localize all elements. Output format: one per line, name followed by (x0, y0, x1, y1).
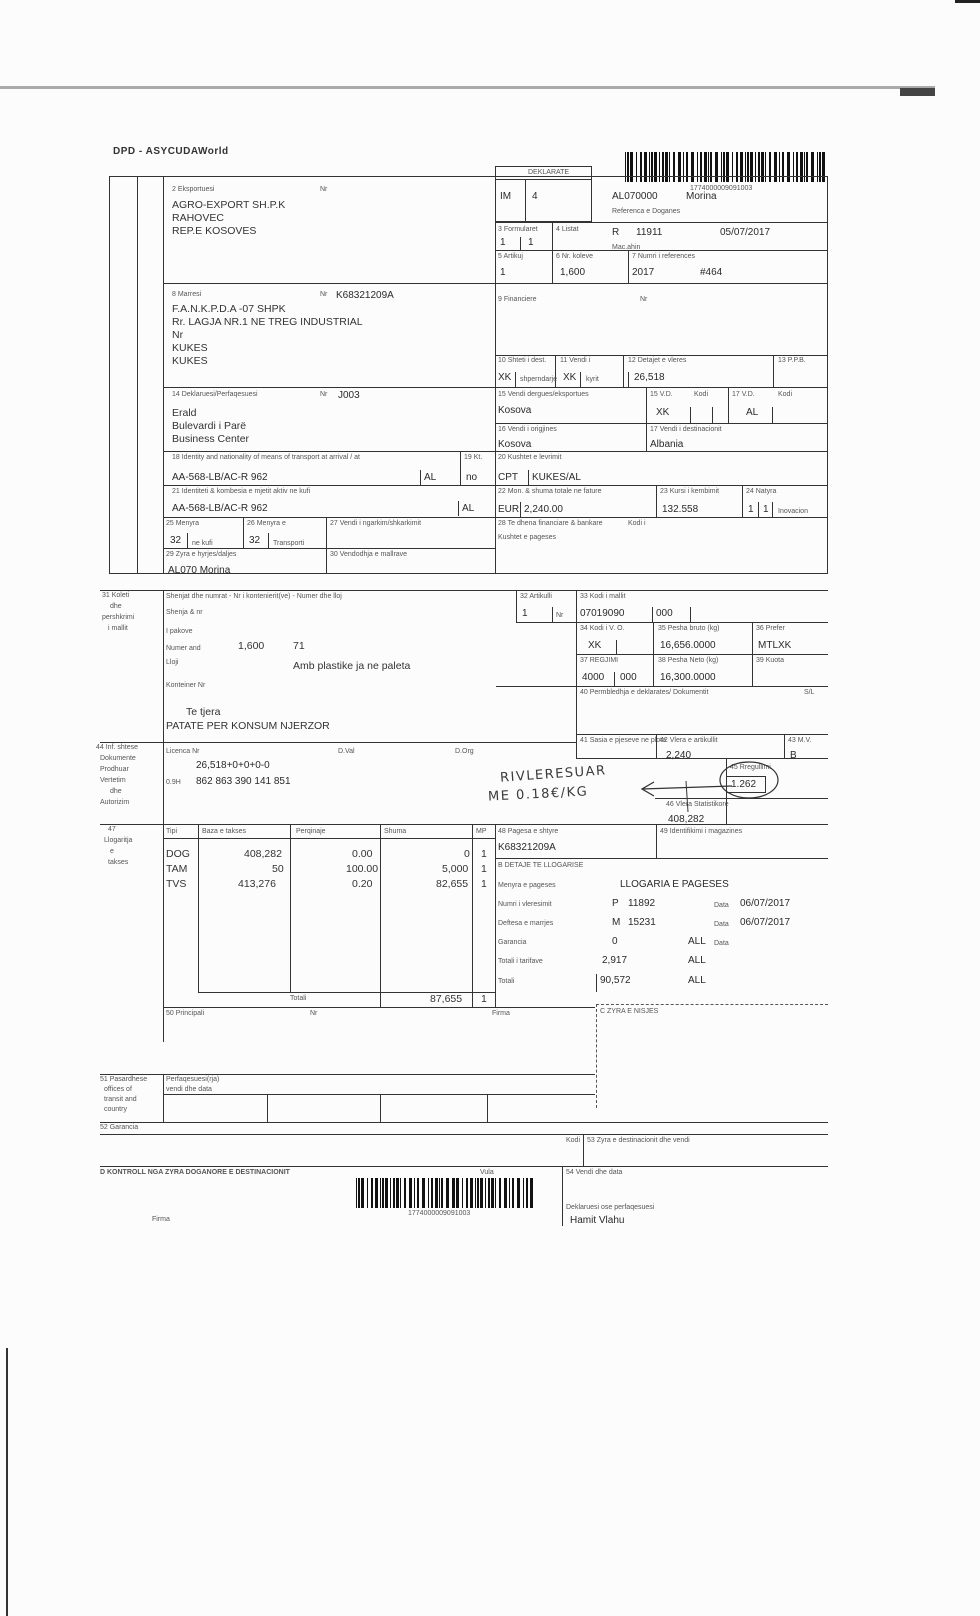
gross-weight: 16,656.0000 (660, 640, 716, 651)
total-packages: 1,600 (560, 267, 586, 278)
dispatch-country: Kosova (498, 405, 532, 416)
grand-total: 90,572 (600, 975, 631, 986)
adjustment-value: 1.262 (731, 779, 757, 790)
goods-kind-code: 71 (293, 640, 305, 652)
item-price: 2,240 (666, 750, 692, 761)
declaration-type: IM (500, 191, 512, 202)
bottom-barcode (356, 1178, 534, 1208)
tax-header-type: Tipi (166, 828, 178, 835)
scan-corner-mark (955, 0, 980, 3)
delivery-place: KUKES/AL (532, 472, 581, 483)
goods-kind: Amb plastike ja ne paleta (293, 660, 411, 672)
registration-letter: R (612, 227, 620, 238)
consignee-city: KUKES (172, 342, 208, 354)
consignee-nr: K68321209A (336, 290, 394, 301)
declarant-signature-name: Hamit Vlahu (570, 1215, 625, 1226)
exporter-city: RAHOVEC (172, 212, 224, 224)
procedure-code: 4000 (582, 672, 605, 683)
tax-header-mp: MP (476, 828, 487, 835)
net-weight: 16,300.0000 (660, 672, 716, 683)
tax-total: 87,655 (430, 993, 463, 1005)
top-barcode-number: 1774000009091003 (690, 185, 753, 192)
scan-top-rule (0, 86, 935, 89)
scan-top-mark (900, 88, 935, 96)
total-fees: 2,917 (602, 955, 628, 966)
tax-header-base: Baza e takses (202, 828, 246, 835)
consignee-street: Rr. LAGJA NR.1 NE TREG INDUSTRIAL (172, 316, 363, 328)
invoice-amount: 2,240.00 (524, 504, 563, 515)
handwritten-revaluation: RIVLERESUAR (499, 763, 608, 786)
declarant-nr: J003 (338, 390, 360, 401)
goods-number: 1,600 (238, 640, 265, 652)
goods-description: PATATE PER KONSUM NJERZOR (166, 720, 330, 732)
receipt-date: 06/07/2017 (740, 917, 791, 928)
receipt-number: 15231 (628, 917, 656, 928)
scan-left-line (6, 1348, 8, 1616)
documents-line1: 26,518+0+0+0-0 (196, 760, 270, 771)
transport-border: AA-568-LB/AC-R 962 (172, 503, 268, 514)
consignee-region: KUKES (172, 355, 208, 367)
registration-date: 05/07/2017 (720, 227, 771, 238)
exporter-name: AGRO-EXPORT SH.P.K (172, 199, 286, 211)
statistical-value: 408,282 (668, 814, 705, 825)
exporter-country: REP.E KOSOVES (172, 225, 257, 237)
transport-arrival: AA-568-LB/AC-R 962 (172, 472, 268, 483)
documents-line2: 862 863 390 141 851 (196, 776, 291, 787)
handwritten-circle (718, 760, 780, 800)
registration-number: 11911 (636, 227, 663, 238)
origin-country: Kosova (498, 439, 532, 450)
customs-office-name: Morina (686, 191, 717, 202)
document-title: DPD - ASYCUDAWorld (113, 146, 229, 157)
declaration-code: 4 (532, 191, 538, 202)
payment-method: LLOGARIA E PAGESES (620, 879, 729, 890)
deferred-payment: K68321209A (498, 842, 556, 853)
hs-code: 07019090 (580, 608, 625, 619)
exchange-rate: 132.558 (662, 504, 699, 515)
tax-header-rate: Perqinaje (296, 828, 326, 835)
assessment-date: 06/07/2017 (740, 898, 791, 909)
customs-office-code: AL070000 (612, 191, 658, 202)
handwritten-rate: ME 0.18€/KG (487, 784, 589, 805)
tax-header-amount: Shuma (384, 828, 407, 835)
assessment-number: 11892 (628, 898, 656, 909)
destination-country: Albania (650, 439, 684, 450)
declarate-label: DEKLARATE (528, 169, 570, 176)
control-title: D KONTROLL NGA ZYRA DOGANORE E DESTINACIONIT (100, 1169, 290, 1176)
exit-office: AL070 Morina (168, 565, 231, 576)
consignee-name: F.A.N.K.P.D.A -07 SHPK (172, 303, 286, 315)
